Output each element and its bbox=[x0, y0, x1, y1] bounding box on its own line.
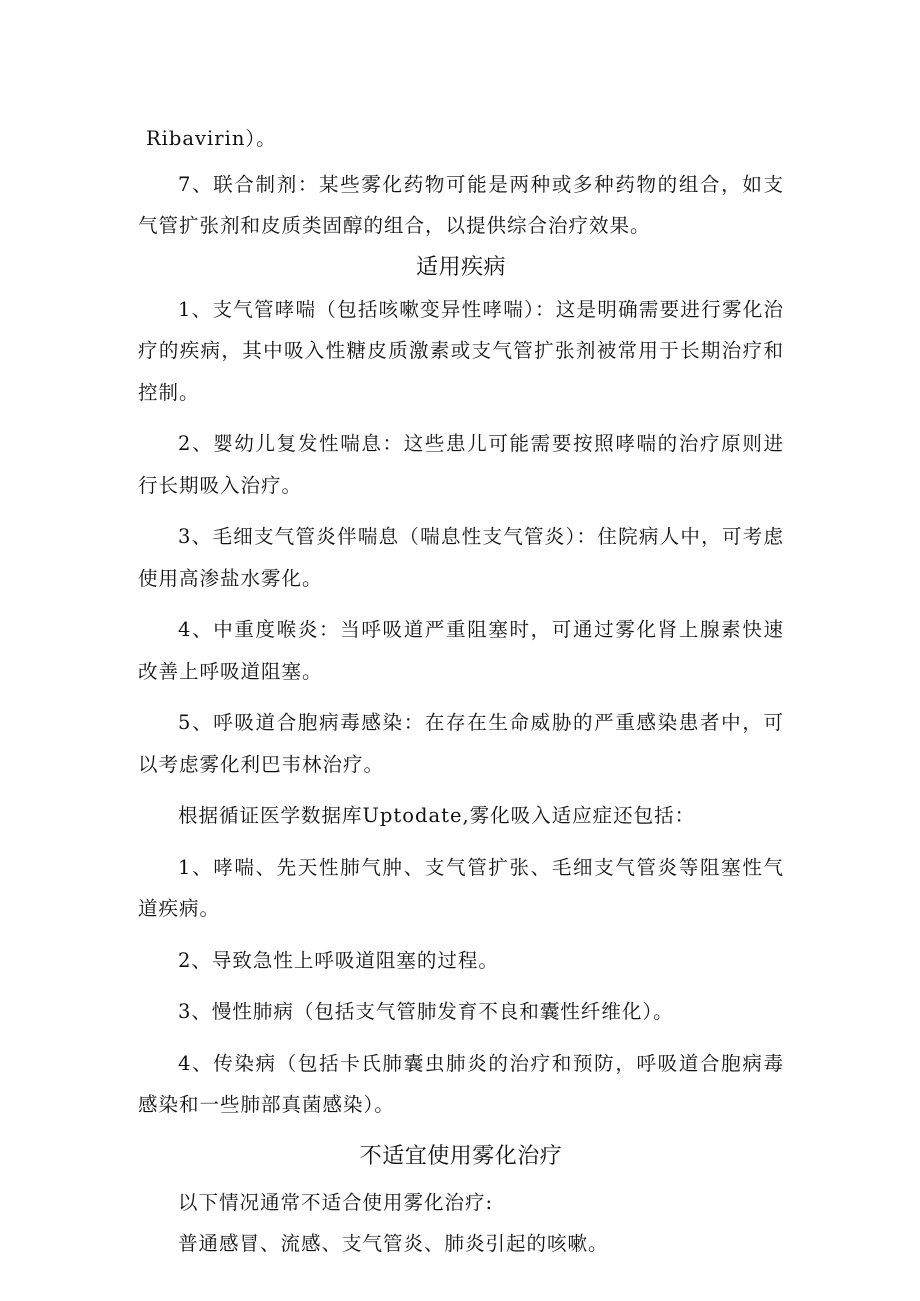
paragraph-applicable-1: 1、支气管哮喘（包括咳嗽变异性哮喘）：这是明确需要进行雾化治疗的疾病，其中吸入性糖皮质激素或支气管扩张剂被常用于长期治疗和控制。 bbox=[138, 297, 784, 404]
paragraph-uptodate-4: 4、传染病（包括卡氏肺囊虫肺炎的治疗和预防，呼吸道合胞病毒感染和一些肺部真菌感染）。 bbox=[138, 1051, 784, 1116]
document-page bbox=[138, 118, 784, 1265]
paragraph-applicable-5: 5、呼吸道合胞病毒感染：在存在生命威胁的严重感染患者中，可以考虑雾化利巴韦林治疗。 bbox=[138, 711, 784, 776]
paragraph-uptodate-intro: 根据循证医学数据库Uptodate,雾化吸入适应症还包括： bbox=[178, 804, 696, 827]
paragraph-uptodate-1: 1、哮喘、先天性肺气肿、支气管扩张、毛细支气管炎等阻塞性气道疾病。 bbox=[138, 855, 784, 920]
paragraph-applicable-2: 2、婴幼儿复发性喘息：这些患儿可能需要按照哮喘的治疗原则进行长期吸入治疗。 bbox=[138, 432, 784, 497]
paragraph-continuation: Ribavirin）。 bbox=[146, 127, 277, 150]
section-heading-unsuitable: 不适宜使用雾化治疗 bbox=[359, 1143, 563, 1169]
paragraph-uptodate-3: 3、慢性肺病（包括支气管肺发育不良和囊性纤维化）。 bbox=[178, 1000, 674, 1023]
paragraph-uptodate-2: 2、导致急性上呼吸道阻塞的过程。 bbox=[178, 948, 499, 972]
paragraph-applicable-4: 4、中重度喉炎：当呼吸道严重阻塞时，可通过雾化肾上腺素快速改善上呼吸道阻塞。 bbox=[138, 618, 784, 683]
paragraph-unsuitable-1: 普通感冒、流感、支气管炎、肺炎引起的咳嗽。 bbox=[178, 1232, 609, 1255]
paragraph-item-7: 7、联合制剂：某些雾化药物可能是两种或多种药物的组合，如支气管扩张剂和皮质类固醇的组合，以提供综合治疗效果。 bbox=[138, 172, 784, 237]
paragraph-unsuitable-intro: 以下情况通常不适合使用雾化治疗: bbox=[178, 1190, 494, 1214]
paragraph-applicable-3: 3、毛细支气管炎伴喘息（喘息性支气管炎）：住院病人中，可考虑使用高渗盐水雾化。 bbox=[138, 525, 784, 590]
section-heading-applicable-diseases: 适用疾病 bbox=[415, 254, 506, 280]
